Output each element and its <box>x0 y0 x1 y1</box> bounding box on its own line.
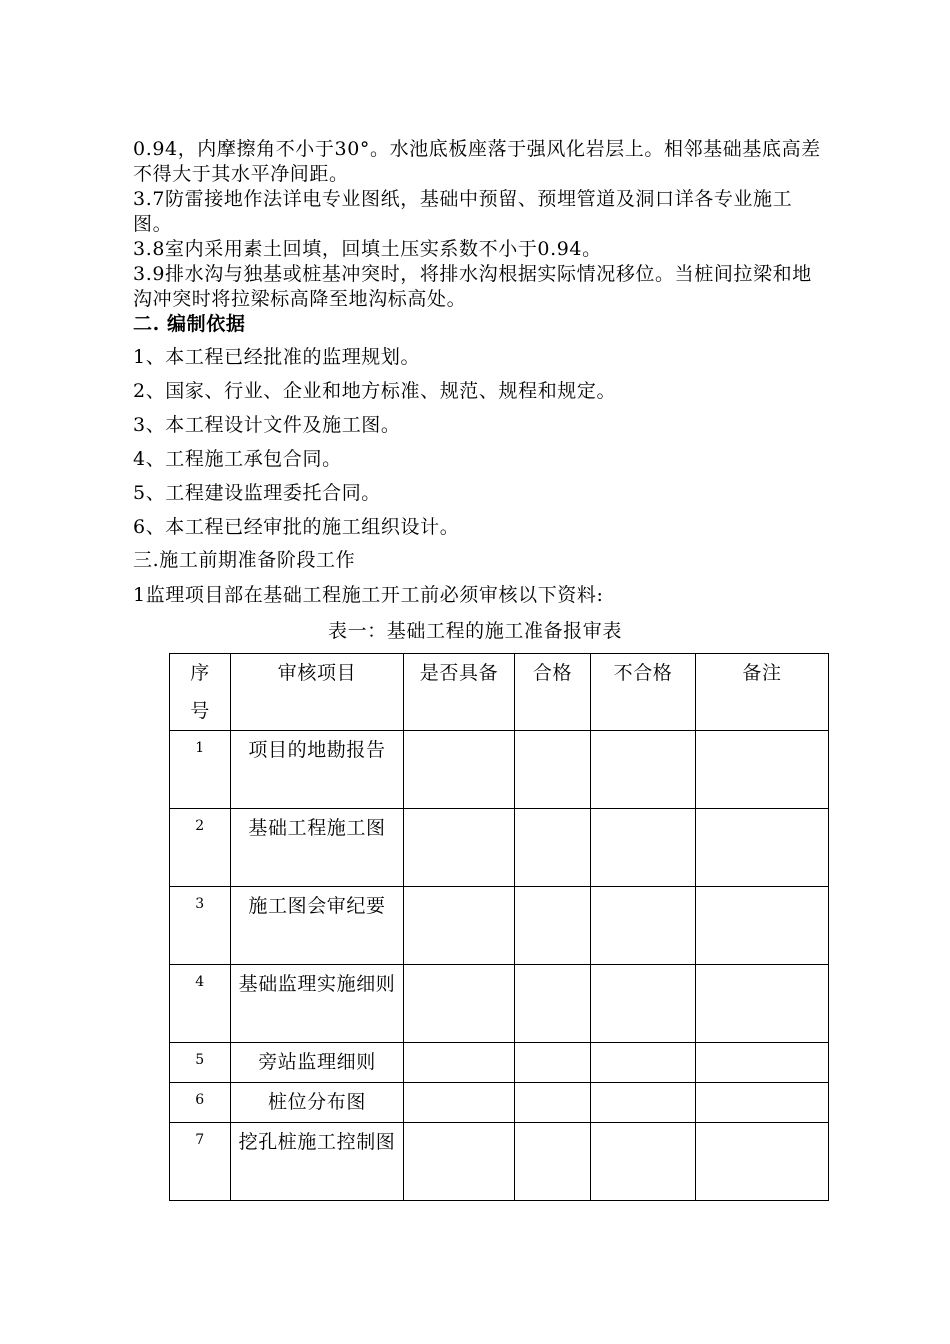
cell-remarks <box>696 1083 829 1123</box>
basis-item: 4、工程施工承包合同。 <box>133 448 342 470</box>
cell-qualified <box>515 1083 591 1123</box>
cell-remarks <box>696 1043 829 1083</box>
basis-item: 5、工程建设监理委托合同。 <box>133 482 381 504</box>
table-row <box>170 731 829 809</box>
basis-item: 1、本工程已经批准的监理规划。 <box>133 346 421 368</box>
table-row <box>170 1043 829 1083</box>
row-number: 4 <box>170 965 231 1043</box>
cell-qualified <box>515 887 591 965</box>
row-review-item: 基础工程施工图 <box>231 809 404 887</box>
row-review-item: 桩位分布图 <box>231 1083 404 1123</box>
row-number: 1 <box>170 731 231 809</box>
paragraph-lightning-grounding: 3.7防雷接地作法详电专业图纸，基础中预留、预埋管道及洞口详各专业施工图。 <box>133 188 793 235</box>
cell-unqualified <box>591 1083 696 1123</box>
table-caption: 表一：基础工程的施工准备报审表 <box>327 620 622 642</box>
cell-unqualified <box>591 1123 696 1201</box>
row-review-item: 基础监理实施细则 <box>231 965 404 1043</box>
review-table <box>169 653 829 1201</box>
row-review-item: 施工图会审纪要 <box>231 887 404 965</box>
cell-qualified <box>515 1123 591 1201</box>
section-heading-preparation: 三.施工前期准备阶段工作 <box>133 549 356 571</box>
header-available: 是否具备 <box>404 654 515 731</box>
cell-unqualified <box>591 1043 696 1083</box>
paragraph-backfill: 3.8室内采用素土回填，回填土压实系数不小于0.94。 <box>133 238 602 260</box>
cell-available <box>404 1043 515 1083</box>
cell-qualified <box>515 1043 591 1083</box>
row-review-item: 项目的地勘报告 <box>231 731 404 809</box>
header-serial-number: 序号 <box>170 654 231 731</box>
cell-unqualified <box>591 887 696 965</box>
cell-available <box>404 887 515 965</box>
cell-remarks <box>696 887 829 965</box>
cell-qualified <box>515 809 591 887</box>
cell-unqualified <box>591 809 696 887</box>
cell-remarks <box>696 1123 829 1201</box>
row-number: 3 <box>170 887 231 965</box>
paragraph-soil-friction: 0.94，内摩擦角不小于30°。水池底板座落于强风化岩层上。相邻基础基底高差不得大于其水平净间距。 <box>133 138 821 185</box>
cell-available <box>404 1123 515 1201</box>
cell-remarks <box>696 731 829 809</box>
preparation-intro: 1监理项目部在基础工程施工开工前必须审核以下资料: <box>133 584 604 606</box>
header-remarks: 备注 <box>696 654 829 731</box>
header-qualified: 合格 <box>515 654 591 731</box>
section-heading-basis: 二. 编制依据 <box>133 313 246 335</box>
row-number: 7 <box>170 1123 231 1201</box>
cell-remarks <box>696 965 829 1043</box>
table-row <box>170 965 829 1043</box>
paragraph-drainage: 3.9排水沟与独基或桩基冲突时，将排水沟根据实际情况移位。当桩间拉梁和地沟冲突时将拉梁标高降至地沟标高处。 <box>133 263 812 310</box>
header-review-item: 审核项目 <box>231 654 404 731</box>
basis-item: 6、本工程已经审批的施工组织设计。 <box>133 516 460 538</box>
basis-item: 3、本工程设计文件及施工图。 <box>133 414 401 436</box>
cell-available <box>404 965 515 1043</box>
cell-available <box>404 731 515 809</box>
row-review-item: 挖孔桩施工控制图 <box>231 1123 404 1201</box>
cell-remarks <box>696 809 829 887</box>
cell-qualified <box>515 965 591 1043</box>
row-number: 5 <box>170 1043 231 1083</box>
table-header-row <box>170 654 829 731</box>
basis-item: 2、国家、行业、企业和地方标准、规范、规程和规定。 <box>133 380 617 402</box>
table-row <box>170 887 829 965</box>
cell-available <box>404 1083 515 1123</box>
row-number: 6 <box>170 1083 231 1123</box>
header-unqualified: 不合格 <box>591 654 696 731</box>
cell-unqualified <box>591 731 696 809</box>
row-number: 2 <box>170 809 231 887</box>
table-row <box>170 1123 829 1201</box>
cell-available <box>404 809 515 887</box>
table-row <box>170 1083 829 1123</box>
cell-qualified <box>515 731 591 809</box>
row-review-item: 旁站监理细则 <box>231 1043 404 1083</box>
cell-unqualified <box>591 965 696 1043</box>
table-row <box>170 809 829 887</box>
